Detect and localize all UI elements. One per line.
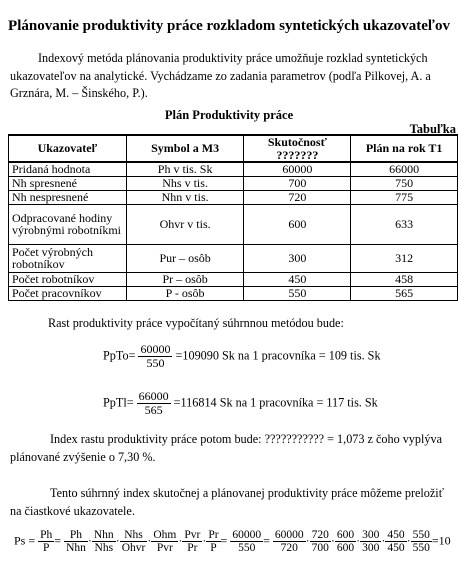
table-cell: 60000 <box>244 162 351 176</box>
table-row <box>9 272 458 286</box>
formula-tail: =10 <box>431 533 451 548</box>
table-cell: 312 <box>351 244 458 272</box>
table-cell: 700 <box>244 176 351 190</box>
table-cell: 550 <box>244 286 351 300</box>
equation-label: PpTl <box>103 395 127 410</box>
fraction: $\frac{\text{Ohm}}{\text{Pvr}}$ <box>153 529 177 554</box>
table-row <box>9 244 458 272</box>
page-title: Plánovanie produktivity práce rozkladom syntetických ukazovateľov <box>8 18 450 34</box>
table-cell: Počet robotníkov <box>9 272 127 286</box>
table-row <box>9 176 458 190</box>
fraction: $\frac{\text{Nhs}}{\text{Ohvr}}$ <box>121 529 146 554</box>
table-cell: 565 <box>351 286 458 300</box>
table-cell: 66000 <box>351 162 458 176</box>
table-cell: Pr – osôb <box>126 272 244 286</box>
fraction: $\frac{300}{300}$ <box>362 529 380 554</box>
column-header: Ukazovateľ <box>9 135 127 162</box>
fraction: $\frac{600}{600}$ <box>336 529 355 554</box>
equation-label: PpTo <box>103 348 129 363</box>
equation-result: =116814 Sk na 1 pracovníka = 117 tis. Sk <box>173 395 378 410</box>
fraction: $\frac{450}{450}$ <box>387 529 405 554</box>
plan-year-label: Plán na rok T1 <box>365 141 443 156</box>
table-cell: Pridaná hodnota <box>9 162 127 176</box>
table-row <box>9 162 458 176</box>
table-caption: Tabuľka <box>409 122 456 136</box>
growth-paragraph: Rast produktivity práce vypočítaný súhrnnou metódou bude: <box>48 316 344 330</box>
fraction: $\frac{550}{550}$ <box>412 529 430 554</box>
fraction: $\frac{Ph}{\text{Nhn}}$ <box>66 529 86 554</box>
table-cell: Nh spresnené <box>9 176 127 190</box>
table-cell: 300 <box>244 244 351 272</box>
fraction: $\frac{60000}{550}$ <box>140 342 171 370</box>
column-header: Skutočnosť ??????? <box>244 135 351 162</box>
table-title: Plán Produktivity práce <box>164 108 294 122</box>
fraction: $\frac{60000}{550}$ <box>232 529 262 554</box>
decomposition-paragraph: Tento súhrnný index skutočnej a plánovanej produktivity práce môžeme preložiť na čiastkové ukazovatele. <box>10 486 444 518</box>
table-cell: Počet výrobných robotníkov <box>9 244 127 272</box>
equation-pptl: PpTl= $\frac{66000}{565}$ =116814 Sk na 1 pracovníka = 117 tis. Sk <box>103 389 378 417</box>
table-cell: Nhn v tis. <box>126 190 244 204</box>
table-cell: 750 <box>351 176 458 190</box>
fraction: $\frac{720}{700}$ <box>311 529 329 554</box>
decomposition-formula: Ps = $\frac{Ph}{P}$ = $\frac{Ph}{\text{Nhn}}$ · $\frac{\text{Nhn}}{\text{Nhs}}$ · $\frac{\text{Nhs}}{\text{Ohvr}}$ · $\frac{\text{Ohm}}{\text{Pvr}}$ · $\frac{\text{Pvr}}{Pr}$ · $\frac{Pr}{P}$ = $\frac{60000}{550}$ = $\frac{60000}{720}$ · $\frac{720}{700}$ · $\frac{600}{600}$ · $\frac{300}{300}$ · $\frac{450}{450}$ · $\frac{550}{550}$ =10 <box>14 529 451 554</box>
table-cell: Nh nespresnené <box>9 190 127 204</box>
table-cell: 450 <box>244 272 351 286</box>
fraction: $\frac{66000}{565}$ <box>138 389 169 417</box>
table-row <box>9 190 458 204</box>
formula-lhs: Ps <box>14 533 26 548</box>
column-header <box>351 135 458 162</box>
equation-ppto: PpTo= $\frac{60000}{550}$ =109090 Sk na 1 pracovníka = 109 tis. Sk <box>103 342 381 370</box>
table-cell: P - osôb <box>126 286 244 300</box>
table-cell: 775 <box>351 190 458 204</box>
fraction: $\frac{Ph}{P}$ <box>40 529 53 554</box>
table-cell: 633 <box>351 204 458 244</box>
table-header-row <box>9 135 458 162</box>
table-cell: Nhs v tis. <box>126 176 244 190</box>
table-cell: Pur – osôb <box>126 244 244 272</box>
fraction: $\frac{\text{Pvr}}{Pr}$ <box>184 529 201 554</box>
intro-paragraph: Indexový metóda plánovania produktivity práce umožňuje rozklad syntetických ukazovateľov na analytické. Vychádzame zo zadania parametrov (podľa Pilkovej, A. a Grznára, M. – Šinského, P.). <box>10 51 431 100</box>
table-row <box>9 286 458 300</box>
table-cell: 600 <box>244 204 351 244</box>
equation-result: =109090 Sk na 1 pracovníka = 109 tis. Sk <box>175 348 381 363</box>
table-cell: Ohvr v tis. <box>126 204 244 244</box>
productivity-plan-table <box>8 134 458 301</box>
column-header: Symbol a M3 <box>126 135 244 162</box>
fraction: $\frac{\text{Nhn}}{\text{Nhs}}$ <box>93 529 114 554</box>
fraction: $\frac{60000}{720}$ <box>274 529 304 554</box>
table-row <box>9 204 458 244</box>
table-cell: Ph v tis. Sk <box>126 162 244 176</box>
table-cell: 720 <box>244 190 351 204</box>
table-cell: 458 <box>351 272 458 286</box>
fraction: $\frac{Pr}{P}$ <box>208 529 219 554</box>
table-cell: Počet pracovníkov <box>9 286 127 300</box>
table-cell: Odpracované hodiny výrobnými robotníkmi <box>9 204 127 244</box>
index-paragraph: Index rastu produktivity práce potom bude: ??????????? = 1,073 z čoho vyplýva plánované zvýšenie o 7,30 %. <box>10 432 442 464</box>
